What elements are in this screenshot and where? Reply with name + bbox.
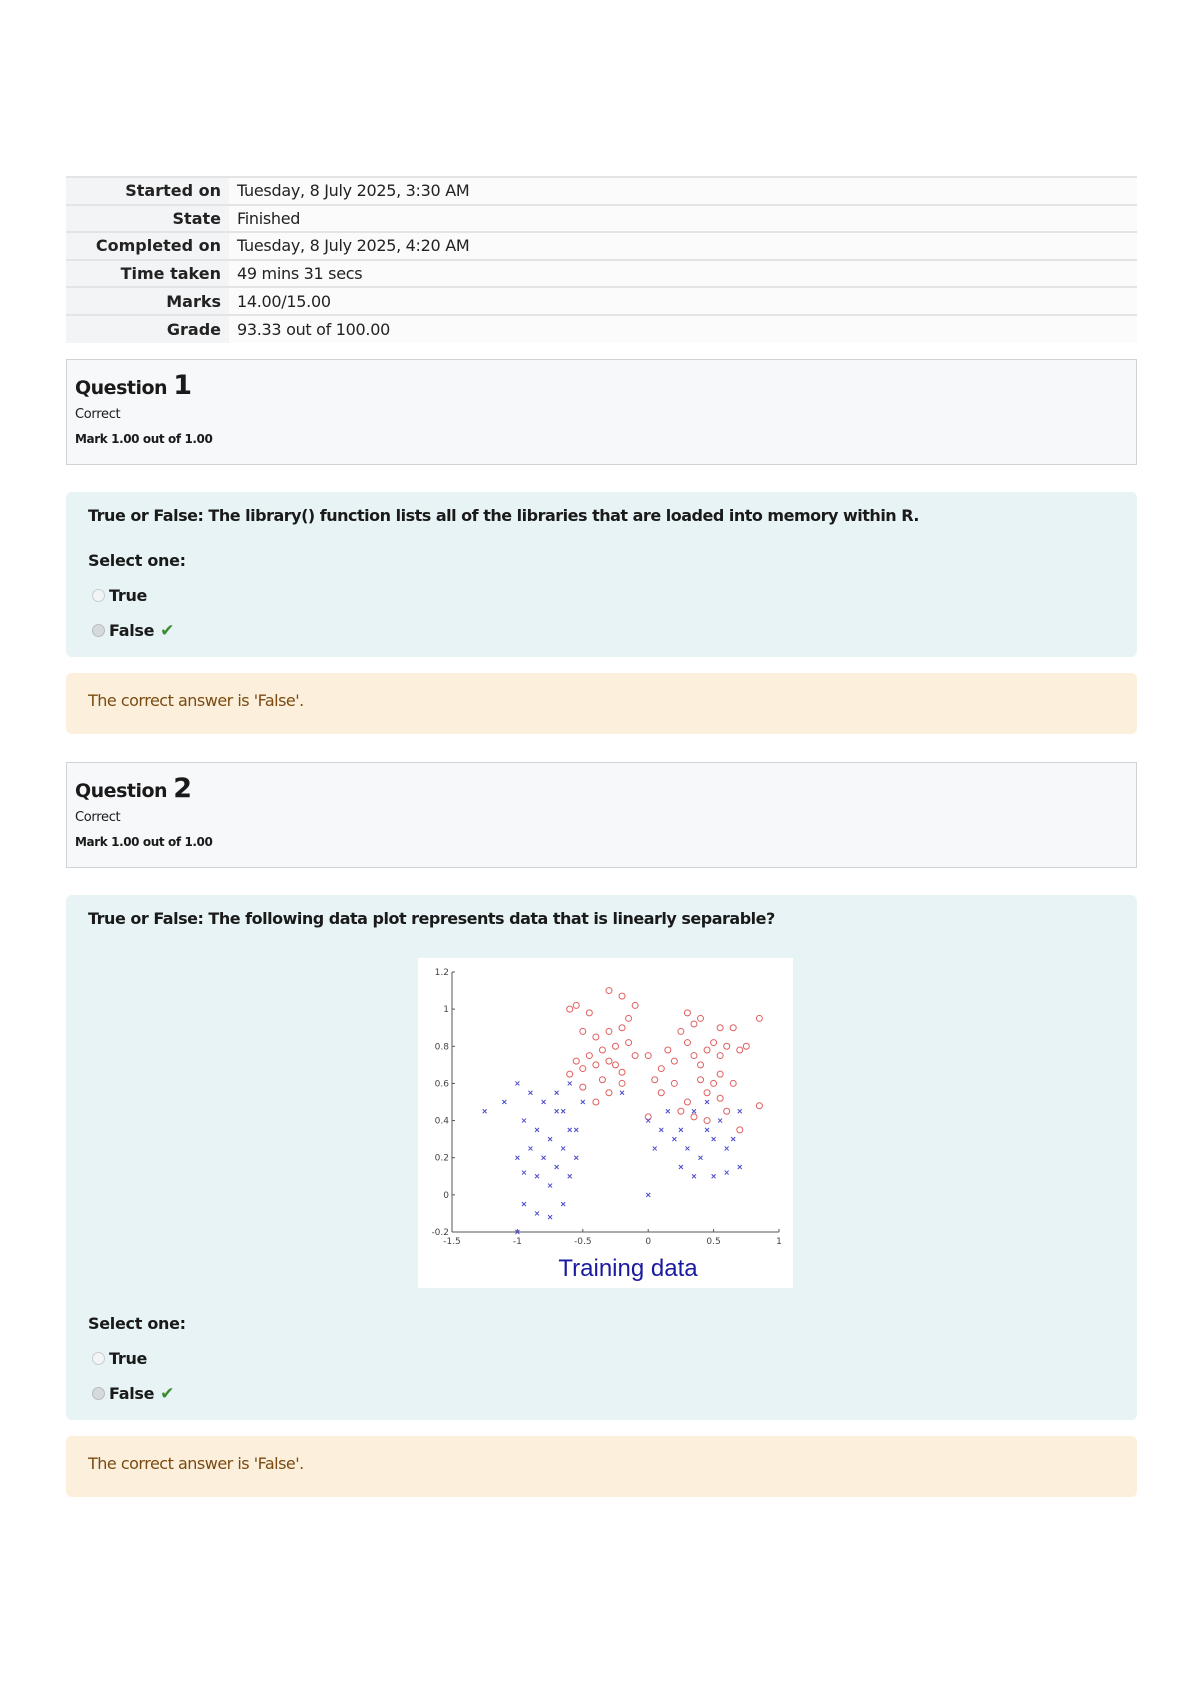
data-point-circle [593, 1034, 599, 1040]
data-point-circle [573, 1002, 579, 1008]
data-point-cross [738, 1109, 742, 1113]
data-point-cross [561, 1109, 565, 1113]
question-1-text: True or False: The library() function lists all of the libraries that are loaded into memory within R. [88, 505, 919, 525]
summary-label: Completed on [66, 232, 229, 260]
data-point-circle [711, 1080, 717, 1086]
y-tick-label: 1.2 [434, 967, 449, 978]
data-point-cross [555, 1090, 559, 1094]
data-point-cross [555, 1165, 559, 1169]
data-point-cross [712, 1137, 716, 1141]
data-point-circle [671, 1058, 677, 1064]
data-point-cross [574, 1127, 578, 1131]
data-point-cross [679, 1165, 683, 1169]
data-point-cross [522, 1170, 526, 1174]
data-point-cross [522, 1118, 526, 1122]
data-point-cross [555, 1109, 559, 1113]
summary-value: Finished [229, 205, 1137, 233]
data-point-cross [548, 1137, 552, 1141]
summary-label: Grade [66, 315, 229, 343]
y-tick-label: 0.2 [434, 1153, 449, 1164]
question-1-feedback: The correct answer is 'False'. [66, 673, 1137, 734]
data-point-circle [645, 1052, 651, 1058]
data-point-circle [632, 1002, 638, 1008]
x-tick-label: 0 [645, 1236, 652, 1247]
data-point-circle [626, 1015, 632, 1021]
summary-label: State [66, 205, 229, 233]
radio-button[interactable] [92, 1352, 105, 1365]
x-tick-label: 1 [776, 1236, 782, 1247]
data-point-cross [528, 1146, 532, 1150]
question-2-text: True or False: The following data plot represents data that is linearly separable? [88, 908, 775, 928]
data-point-circle [580, 1065, 586, 1071]
x-tick-label: -0.5 [574, 1236, 592, 1247]
data-point-cross [685, 1146, 689, 1150]
y-tick-label: 1 [443, 1004, 449, 1015]
question-1-state: Correct [75, 406, 121, 422]
data-point-circle [573, 1058, 579, 1064]
data-point-circle [626, 1039, 632, 1045]
radio-button-checked[interactable] [92, 624, 105, 637]
summary-value: 14.00/15.00 [229, 287, 1137, 315]
data-point-circle [711, 1039, 717, 1045]
data-point-circle [730, 1080, 736, 1086]
checkmark-icon: ✔ [160, 620, 175, 641]
data-point-cross [646, 1192, 650, 1196]
question-1-option-true[interactable]: True [88, 586, 1115, 605]
summary-row [66, 287, 1137, 315]
summary-label: Started on [66, 177, 229, 205]
data-point-circle [652, 1076, 658, 1082]
data-point-cross [542, 1100, 546, 1104]
summary-value: 49 mins 31 secs [229, 260, 1137, 288]
question-2-info [66, 762, 1137, 868]
x-tick-label: 0.5 [706, 1236, 721, 1247]
data-point-cross [548, 1183, 552, 1187]
summary-value: Tuesday, 8 July 2025, 4:20 AM [229, 232, 1137, 260]
scatter-chart [418, 958, 793, 1288]
question-1-prompt: Select one: [88, 550, 186, 570]
data-point-cross [548, 1215, 552, 1219]
question-2-formulation [66, 895, 1137, 1420]
question-2-grade: Mark 1.00 out of 1.00 [75, 834, 213, 849]
data-point-cross [568, 1127, 572, 1131]
question-2-option-true[interactable]: True [88, 1349, 1115, 1368]
question-1-formulation [66, 492, 1137, 657]
data-point-cross [535, 1211, 539, 1215]
data-point-circle [691, 1113, 697, 1119]
data-point-cross [712, 1174, 716, 1178]
data-point-circle [632, 1052, 638, 1058]
data-point-cross [672, 1137, 676, 1141]
data-point-cross [679, 1127, 683, 1131]
question-1-info [66, 359, 1137, 465]
summary-row [66, 177, 1137, 205]
data-point-cross [718, 1118, 722, 1122]
question-1-option-false[interactable]: False ✔ [88, 621, 1115, 641]
data-point-circle [698, 1061, 704, 1067]
data-point-circle [665, 1047, 671, 1053]
data-point-circle [606, 987, 612, 993]
summary-row [66, 205, 1137, 233]
data-point-cross [561, 1146, 565, 1150]
data-point-circle [756, 1102, 762, 1108]
summary-row [66, 232, 1137, 260]
data-point-cross [705, 1100, 709, 1104]
radio-button[interactable] [92, 589, 105, 602]
summary-value: Tuesday, 8 July 2025, 3:30 AM [229, 177, 1137, 205]
data-point-circle [684, 1099, 690, 1105]
data-point-circle [743, 1043, 749, 1049]
data-point-cross [568, 1081, 572, 1085]
question-2-feedback: The correct answer is 'False'. [66, 1436, 1137, 1497]
radio-button-checked[interactable] [92, 1387, 105, 1400]
data-point-cross [699, 1155, 703, 1159]
data-point-cross [574, 1155, 578, 1159]
data-point-cross [725, 1146, 729, 1150]
question-2-number: 2 [173, 772, 192, 804]
data-point-cross [620, 1090, 624, 1094]
data-point-cross [646, 1118, 650, 1122]
data-point-cross [483, 1109, 487, 1113]
y-tick-label: 0.4 [434, 1116, 449, 1127]
data-point-circle [717, 1024, 723, 1030]
data-point-circle [619, 1069, 625, 1075]
question-2-prompt: Select one: [88, 1313, 186, 1333]
data-point-circle [586, 1052, 592, 1058]
data-point-circle [606, 1089, 612, 1095]
data-point-circle [658, 1065, 664, 1071]
data-point-circle [691, 1052, 697, 1058]
data-point-circle [619, 993, 625, 999]
data-point-circle [586, 1009, 592, 1015]
data-point-circle [593, 1099, 599, 1105]
data-point-circle [756, 1015, 762, 1021]
data-point-cross [561, 1202, 565, 1206]
data-point-circle [698, 1015, 704, 1021]
data-point-cross [705, 1127, 709, 1131]
data-point-circle [567, 1071, 573, 1077]
summary-value: 93.33 out of 100.00 [229, 315, 1137, 343]
data-point-circle [567, 1006, 573, 1012]
data-point-cross [692, 1109, 696, 1113]
attempt-summary-table [66, 176, 1137, 343]
data-point-circle [730, 1024, 736, 1030]
data-point-cross [666, 1109, 670, 1113]
data-point-cross [515, 1155, 519, 1159]
data-point-circle [599, 1076, 605, 1082]
data-point-circle [593, 1061, 599, 1067]
question-2-state: Correct [75, 809, 121, 825]
quiz-review-page [66, 176, 1137, 1497]
question-1-number: 1 [173, 369, 192, 401]
data-point-circle [724, 1108, 730, 1114]
data-point-circle [684, 1039, 690, 1045]
data-point-circle [704, 1047, 710, 1053]
question-2-option-false[interactable]: False ✔ [88, 1384, 1115, 1404]
chart-title: Training data [558, 1254, 698, 1282]
data-point-cross [535, 1174, 539, 1178]
y-tick-label: -0.2 [431, 1227, 449, 1238]
data-point-cross [653, 1146, 657, 1150]
data-point-circle [678, 1028, 684, 1034]
data-point-circle [606, 1028, 612, 1034]
data-point-cross [542, 1155, 546, 1159]
data-point-cross [731, 1137, 735, 1141]
data-point-cross [659, 1127, 663, 1131]
summary-label: Marks [66, 287, 229, 315]
data-point-circle [619, 1024, 625, 1030]
data-point-cross [528, 1090, 532, 1094]
data-point-circle [678, 1108, 684, 1114]
data-point-circle [613, 1043, 619, 1049]
data-point-circle [606, 1058, 612, 1064]
data-point-cross [581, 1100, 585, 1104]
data-point-circle [698, 1076, 704, 1082]
data-point-circle [704, 1089, 710, 1095]
data-point-circle [737, 1126, 743, 1132]
summary-row [66, 260, 1137, 288]
data-point-cross [535, 1127, 539, 1131]
y-tick-label: 0 [443, 1190, 449, 1201]
data-point-circle [737, 1047, 743, 1053]
data-point-cross [725, 1170, 729, 1174]
data-point-circle [671, 1080, 677, 1086]
data-point-cross [738, 1165, 742, 1169]
data-point-circle [613, 1061, 619, 1067]
y-tick-label: 0.8 [434, 1041, 449, 1052]
y-tick-label: 0.6 [434, 1078, 449, 1089]
data-point-circle [684, 1009, 690, 1015]
data-point-cross [515, 1081, 519, 1085]
x-tick-label: -1.5 [443, 1236, 461, 1247]
data-point-cross [692, 1174, 696, 1178]
summary-row [66, 315, 1137, 343]
training-data-figure [418, 958, 793, 1288]
x-tick-label: -1 [512, 1236, 522, 1247]
data-point-circle [717, 1052, 723, 1058]
question-1-title: Question 1 [75, 369, 192, 401]
data-point-circle [619, 1080, 625, 1086]
data-point-circle [704, 1117, 710, 1123]
data-point-circle [691, 1021, 697, 1027]
data-point-circle [658, 1089, 664, 1095]
question-2-title: Question 2 [75, 772, 192, 804]
question-1-grade: Mark 1.00 out of 1.00 [75, 431, 213, 446]
summary-label: Time taken [66, 260, 229, 288]
data-point-circle [717, 1071, 723, 1077]
data-point-circle [599, 1047, 605, 1053]
data-point-circle [580, 1028, 586, 1034]
data-point-cross [502, 1100, 506, 1104]
data-point-cross [522, 1202, 526, 1206]
data-point-circle [580, 1084, 586, 1090]
checkmark-icon: ✔ [160, 1383, 175, 1404]
data-point-circle [724, 1043, 730, 1049]
data-point-circle [717, 1095, 723, 1101]
data-point-cross [568, 1174, 572, 1178]
